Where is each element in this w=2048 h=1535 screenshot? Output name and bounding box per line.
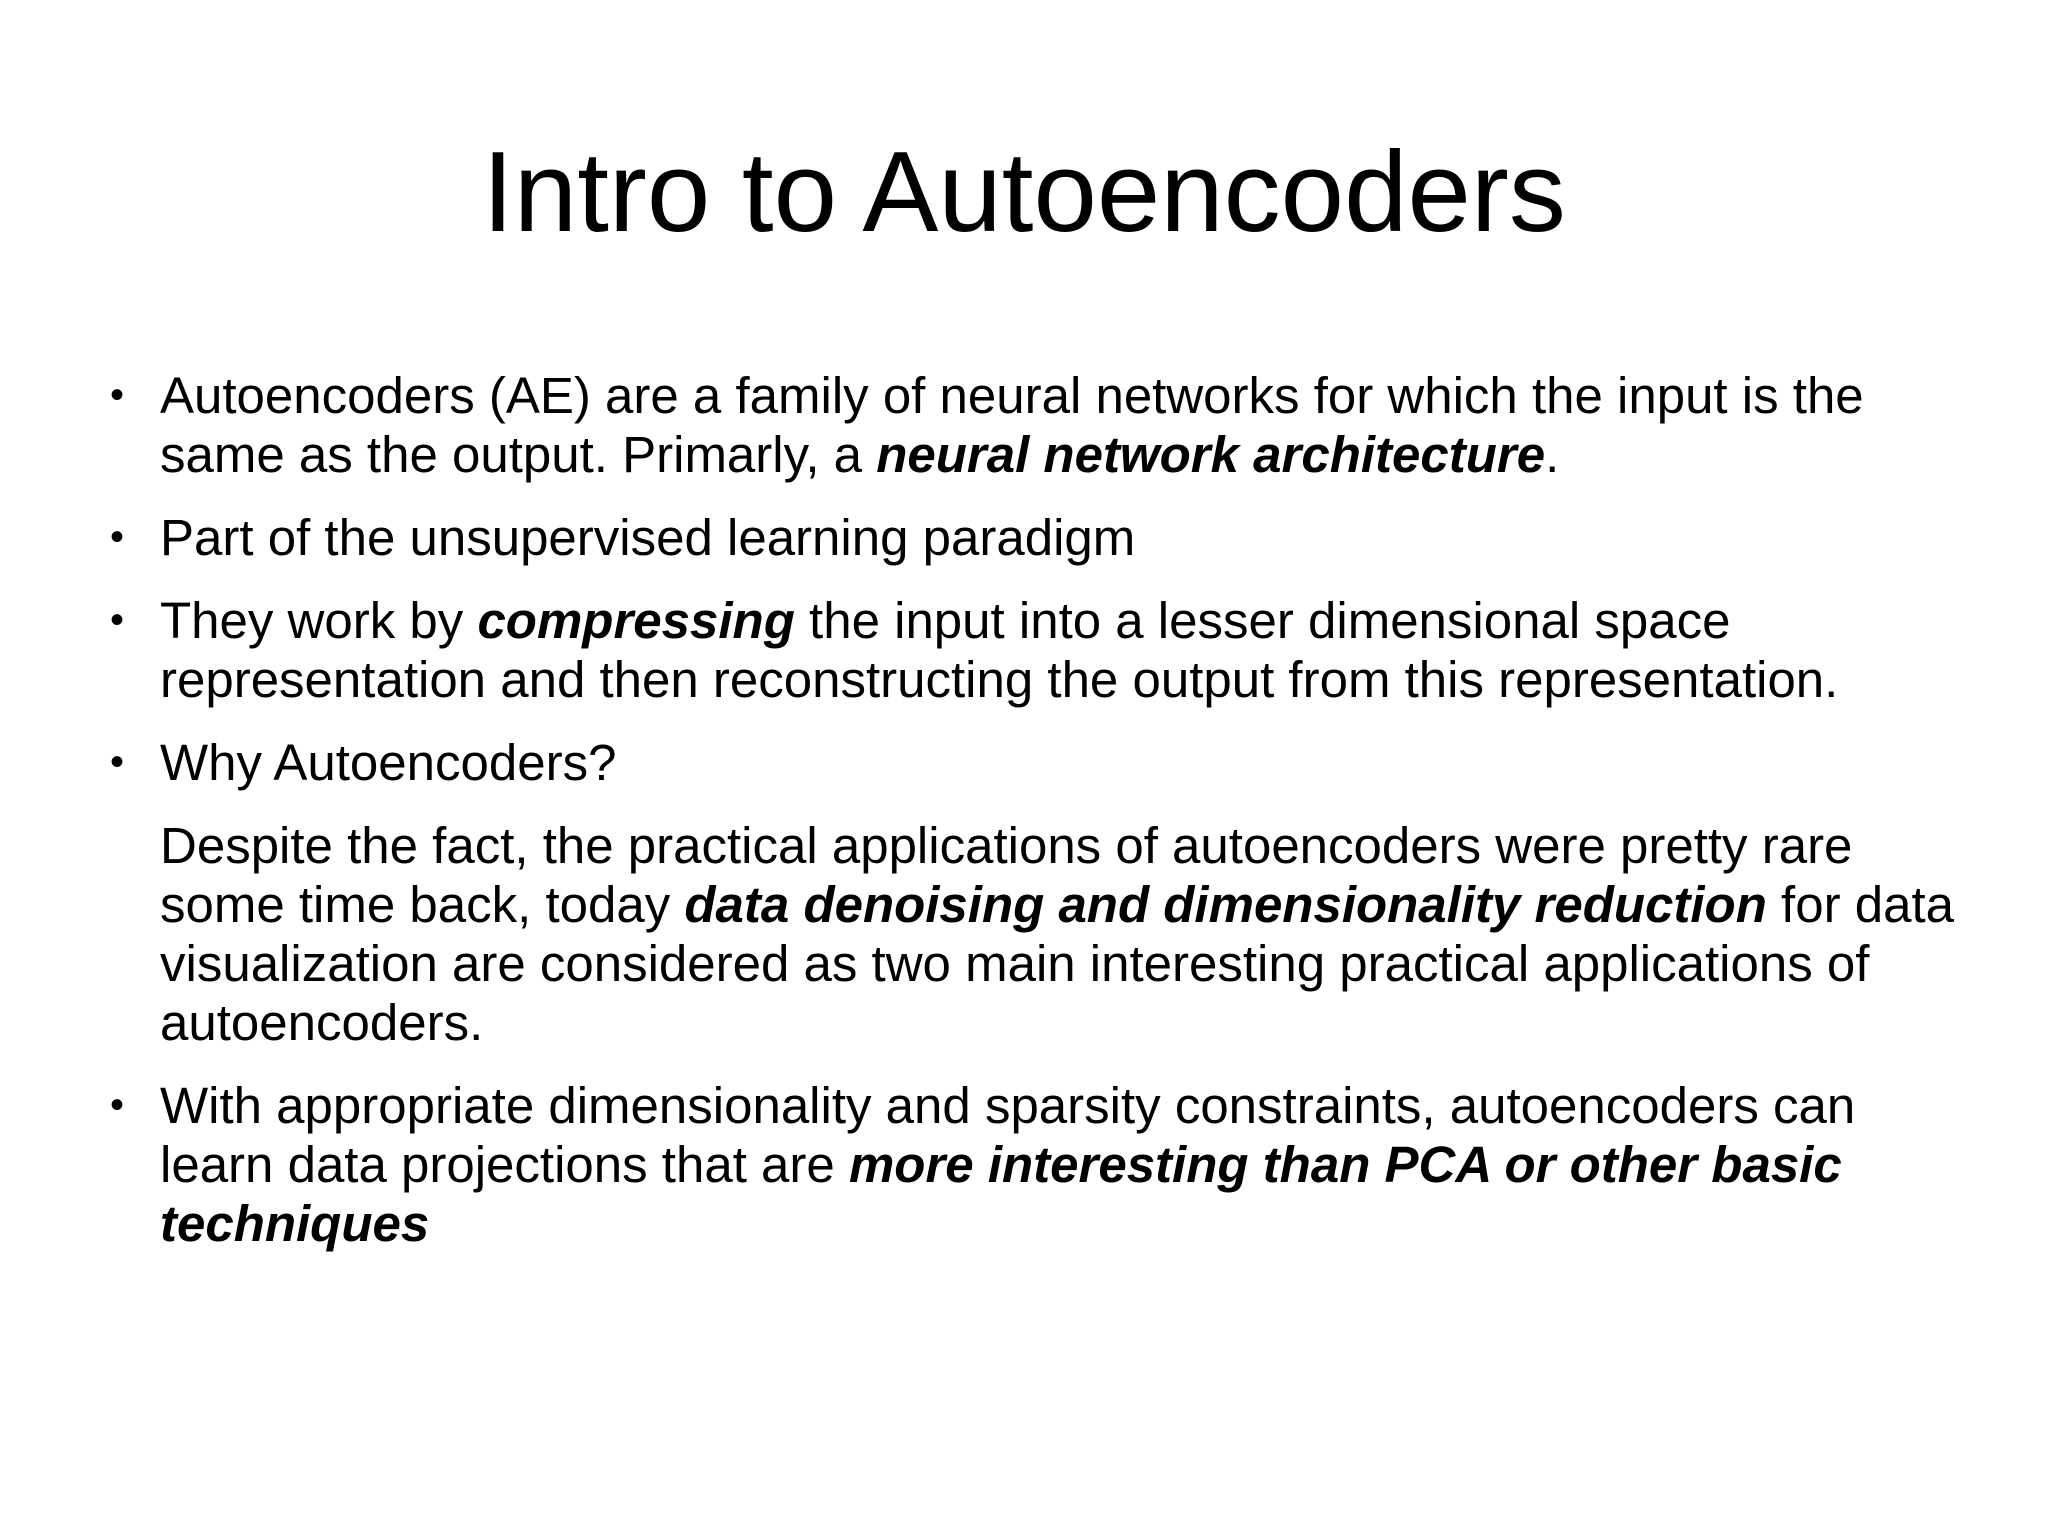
bullet-text: Part of the unsupervised learning paradigm [160,509,1136,566]
bullet-item-paradigm [110,508,1960,567]
bullet-icon: • [110,1083,125,1127]
bullet-icon: • [110,515,125,559]
bullet-item-why [110,733,1960,792]
bullet-text: Autoencoders (AE) are a family of neural networks for which the input is the same as the output. Primarly, a [160,367,1864,483]
slide-title: Intro to Autoencoders [482,129,1566,256]
bullet-text: With appropriate dimensionality and sparsity constraints, autoencoders can learn data projections that are [160,1077,1856,1193]
bullet-item-constraints [110,1076,1960,1253]
bullet-text: They work by [160,592,478,649]
bullet-emphasis: more interesting than PCA or other basic techniques [160,1136,1842,1252]
bullet-text-end: . [1545,426,1560,483]
bullet-text: Why Autoencoders? [160,734,617,791]
bullet-emphasis: neural network architecture [876,426,1546,483]
paragraph-applications [110,816,1960,1052]
paragraph-text-end: for data visualization are considered as two main interesting practical applications of autoencoders. [160,876,1954,1051]
paragraph-emphasis: data denoising and dimensionality reduction [684,876,1767,933]
bullet-item-how-they-work [110,591,1960,709]
bullet-list [110,366,1960,1277]
bullet-icon: • [110,598,125,642]
bullet-text-end: the input into a lesser dimensional space representation and then reconstructing the output from this representation. [160,592,1839,708]
bullet-icon: • [110,373,125,417]
paragraph-text: Despite the fact, the practical applications of autoencoders were pretty rare some time back, today [160,817,1853,933]
bullet-emphasis: compressing [477,592,795,649]
bullet-icon: • [110,740,125,784]
bullet-item-definition [110,366,1960,484]
